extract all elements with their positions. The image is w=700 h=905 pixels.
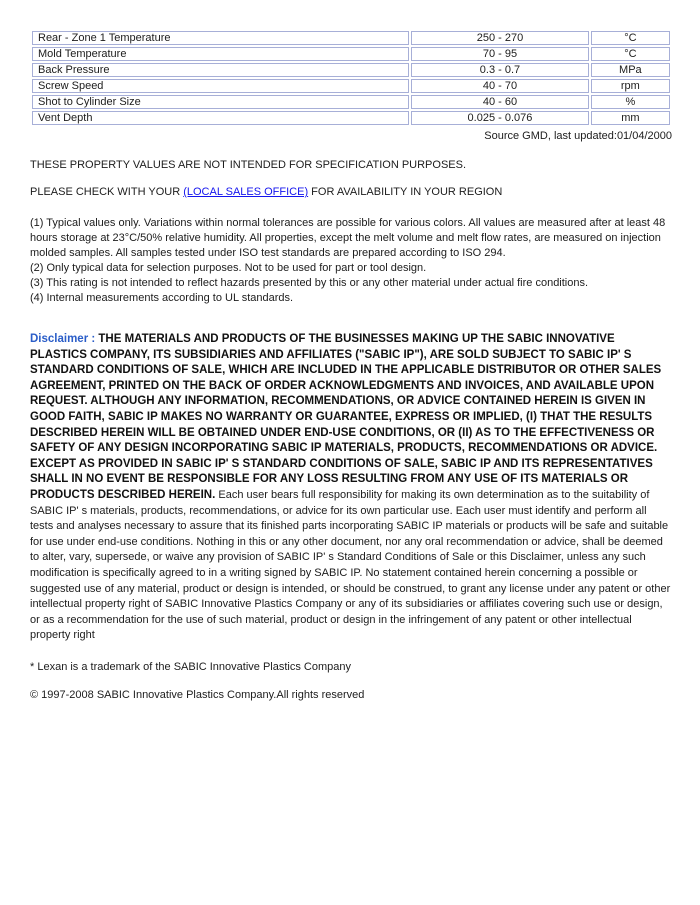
footnote-4: (4) Internal measurements according to UL standards.: [30, 292, 294, 304]
unit-cell: %: [591, 95, 670, 109]
source-note: Source GMD, last updated:01/04/2000: [484, 130, 672, 142]
value-cell: 0.3 - 0.7: [411, 63, 589, 77]
footnote-1: (1) Typical values only. Variations within normal tolerances are possible for various colors. All values are measured after at least 48 hours storage at 23°C/50% relative humidity. All properties, except the melt volume and melt flow rates, are measured on injection molded samples. All samples tested under ISO test standards are prepared according to ISO 294.: [30, 217, 666, 259]
availability-suffix: FOR AVAILABILITY IN YOUR REGION: [308, 186, 503, 198]
table-row: [32, 111, 670, 125]
value-cell: 0.025 - 0.076: [411, 111, 589, 125]
copyright-note: © 1997-2008 SABIC Innovative Plastics Company.All rights reserved: [30, 688, 365, 701]
value-cell: 70 - 95: [411, 47, 589, 61]
disclaimer-label: Disclaimer :: [30, 333, 96, 345]
table-row: [32, 63, 670, 77]
unit-cell: °C: [591, 31, 670, 45]
property-cell: Vent Depth: [32, 111, 409, 125]
footnote-3: (3) This rating is not intended to reflect hazards presented by this or any other material under actual fire conditions.: [30, 277, 589, 289]
availability-prefix: PLEASE CHECK WITH YOUR: [30, 186, 184, 198]
unit-cell: mm: [591, 111, 670, 125]
disclaimer-paragraph: [30, 332, 672, 644]
table-row: [32, 31, 670, 45]
table-row: [32, 47, 670, 61]
spec-purpose-statement: THESE PROPERTY VALUES ARE NOT INTENDED FOR SPECIFICATION PURPOSES.: [30, 159, 467, 171]
unit-cell: rpm: [591, 79, 670, 93]
property-cell: Rear - Zone 1 Temperature: [32, 31, 409, 45]
disclaimer-regular-text: Each user bears full responsibility for making its own determination as to the suitability of SABIC IP' s materials, products, recommendations, or advice for its own particular use. Each user must identify and perform all tests and analyses necessary to assure that its finished parts incorporating SABIC IP materials or products will be safe and suitable for use under end-use conditions. Nothing in this or any other document, nor any oral recommendation or advice, shall be deemed to alter, vary, supersede, or waive any provision of SABIC IP' s Standard Conditions of Sale or this Disclaimer, unless any such modification is specifically agreed to in a writing signed by SABIC IP. No statement contained herein concerning a possible or suggested use of any material, product or design is intended, or should be construed, to grant any license under any patent or other intellectual property right of SABIC Innovative Plastics Company or any of its subsidiaries or affiliates covering such use or design, or as a recommendation for the use of such material, product or design in the infringement of any patent or other intellectual property right: [30, 488, 671, 642]
value-cell: 40 - 60: [411, 95, 589, 109]
unit-cell: MPa: [591, 63, 670, 77]
processing-parameters-table: [30, 29, 672, 127]
value-cell: 250 - 270: [411, 31, 589, 45]
availability-statement: [30, 186, 672, 198]
footnote-2: (2) Only typical data for selection purposes. Not to be used for part or tool design.: [30, 262, 427, 274]
property-cell: Back Pressure: [32, 63, 409, 77]
value-cell: 40 - 70: [411, 79, 589, 93]
unit-cell: °C: [591, 47, 670, 61]
trademark-note: * Lexan is a trademark of the SABIC Innovative Plastics Company: [30, 660, 351, 673]
property-cell: Shot to Cylinder Size: [32, 95, 409, 109]
table-row: [32, 95, 670, 109]
local-sales-office-link[interactable]: (LOCAL SALES OFFICE): [183, 186, 309, 198]
disclaimer-bold-text: THE MATERIALS AND PRODUCTS OF THE BUSINESSES MAKING UP THE SABIC INNOVATIVE PLASTICS COMPANY, ITS SUBSIDIARIES AND AFFILIATES ("SABIC IP"), ARE SOLD SUBJECT TO SABIC IP' S STANDARD CONDITIONS OF SALE, WHICH ARE INCLUDED IN THE APPLICABLE DISTRIBUTOR OR OTHER SALES AGREEMENT, PRINTED ON THE BACK OF ORDER ACKNOWLEDGMENTS AND INVOICES, AND AVAILABLE UPON REQUEST. ALTHOUGH ANY INFORMATION, RECOMMENDATIONS, OR ADVICE CONTAINED HEREIN IS GIVEN IN GOOD FAITH, SABIC IP MAKES NO WARRANTY OR GUARANTEE, EXPRESS OR IMPLIED, (I) THAT THE RESULTS DESCRIBED HEREIN WILL BE OBTAINED UNDER END-USE CONDITIONS, OR (II) AS TO THE EFFECTIVENESS OR SAFETY OF ANY DESIGN INCORPORATING SABIC IP MATERIALS, PRODUCTS, RECOMMENDATIONS OR ADVICE. EXCEPT AS PROVIDED IN SABIC IP' S STANDARD CONDITIONS OF SALE, SABIC IP AND ITS REPRESENTATIVES SHALL IN NO EVENT BE RESPONSIBLE FOR ANY LOSS RESULTING FROM ANY USE OF ITS MATERIALS OR PRODUCTS DESCRIBED HEREIN.: [30, 333, 662, 501]
footnotes-block: [30, 216, 672, 306]
table-row: [32, 79, 670, 93]
property-cell: Screw Speed: [32, 79, 409, 93]
property-cell: Mold Temperature: [32, 47, 409, 61]
